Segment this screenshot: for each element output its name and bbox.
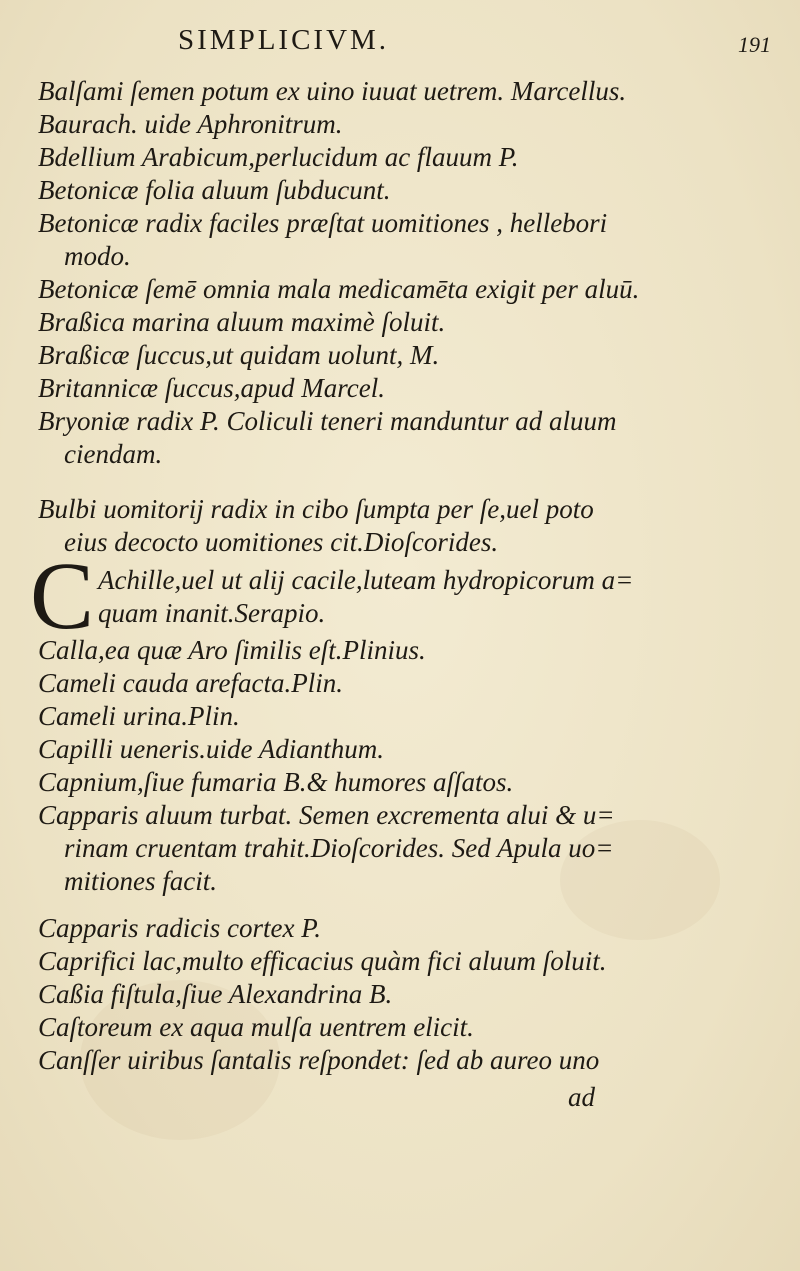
- entry-line: Baurach. uide Aphronitrum.: [38, 109, 343, 139]
- entry-line: Capparis radicis cortex P.: [38, 913, 321, 943]
- entry-line: Betonicæ ſemē omnia mala medicamēta exigit per aluū.: [38, 274, 640, 304]
- entry-line: Achille,uel ut alij cacile,luteam hydropicorum a=: [98, 565, 634, 595]
- drop-cap-initial: C: [30, 542, 95, 649]
- entry-line-continued: rinam cruentam trahit.Dioſcorides. Sed Apula uo=: [64, 833, 614, 863]
- entry-line: Capparis aluum turbat. Semen excrementa alui & u=: [38, 800, 615, 830]
- entry-line: Braßicæ ſuccus,ut quidam uolunt, M.: [38, 340, 440, 370]
- entry-line: Cameli urina.Plin.: [38, 701, 240, 731]
- entry-line: Capilli ueneris.uide Adianthum.: [38, 734, 384, 764]
- entry-line: Braßica marina aluum maximè ſoluit.: [38, 307, 446, 337]
- entry-line-continued: eius decocto uomitiones cit.Dioſcorides.: [64, 527, 499, 557]
- running-title: SIMPLICIVM.: [178, 24, 390, 56]
- entry-line: Bulbi uomitorij radix in cibo ſumpta per ſe,uel poto: [38, 494, 594, 524]
- entry-line: Caßia fiſtula,ſiue Alexandrina B.: [38, 979, 393, 1009]
- entry-line: Betonicæ folia aluum ſubducunt.: [38, 175, 391, 205]
- entry-line-continued: ciendam.: [64, 439, 163, 469]
- entry-line: Canſſer uiribus ſantalis reſpondet: ſed ab aureo uno: [38, 1045, 600, 1075]
- entry-line: Bryoniæ radix P. Coliculi teneri manduntur ad aluum: [38, 406, 617, 436]
- entry-line: Calla,ea quæ Aro ſimilis eſt.Plinius.: [38, 635, 426, 665]
- entry-line: Capnium,ſiue fumaria B.& humores aſſatos.: [38, 767, 514, 797]
- entry-line: Caprifici lac,multo efficacius quàm fici aluum ſoluit.: [38, 946, 607, 976]
- entry-line-continued: mitiones facit.: [64, 866, 217, 896]
- entry-line: Bdellium Arabicum,perlucidum ac flauum P.: [38, 142, 519, 172]
- entry-line: Britannicæ ſuccus,apud Marcel.: [38, 373, 385, 403]
- entry-line: Betonicæ radix faciles præſtat uomitiones , hellebori: [38, 208, 608, 238]
- entry-line: Balſami ſemen potum ex uino iuuat uetrem. Marcellus.: [38, 76, 627, 106]
- page-number: 191: [738, 32, 771, 57]
- entry-line: Caſtoreum ex aqua mulſa uentrem elicit.: [38, 1012, 474, 1042]
- catchword: ad: [568, 1082, 595, 1112]
- entry-line-continued: modo.: [64, 241, 131, 271]
- entry-line-continued: quam inanit.Serapio.: [98, 598, 326, 628]
- entry-line: Cameli cauda arefacta.Plin.: [38, 668, 343, 698]
